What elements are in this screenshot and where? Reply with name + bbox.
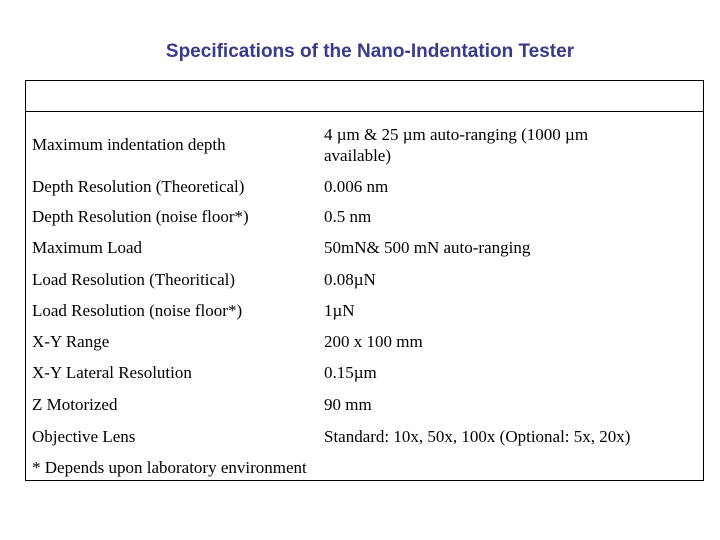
row-value: 0.15µm bbox=[324, 363, 377, 382]
row-label: Depth Resolution (noise floor*) bbox=[32, 207, 249, 226]
row-label: Z Motorized bbox=[32, 395, 118, 414]
row-label: Maximum Load bbox=[32, 238, 143, 257]
row-value: 200 x 100 mm bbox=[324, 332, 423, 351]
table-header-band bbox=[26, 81, 703, 112]
row-label: Load Resolution (noise floor*) bbox=[32, 301, 243, 320]
row-value: 0.5 nm bbox=[324, 207, 372, 226]
page-title: Specifications of the Nano-Indentation Tester bbox=[165, 41, 575, 62]
footnote: * Depends upon laboratory environment bbox=[32, 458, 307, 477]
row-value-continued: available) bbox=[324, 146, 392, 165]
row-label: X-Y Range bbox=[32, 332, 110, 351]
row-value: 0.006 nm bbox=[324, 177, 389, 196]
row-value: 50mN& 500 mN auto-ranging bbox=[324, 238, 531, 257]
row-label: Objective Lens bbox=[32, 427, 136, 446]
spec-table bbox=[25, 80, 704, 481]
row-label: Maximum indentation depth bbox=[32, 135, 226, 154]
row-value: 90 mm bbox=[324, 395, 372, 414]
row-label: X-Y Lateral Resolution bbox=[32, 363, 192, 382]
row-value: Standard: 10x, 50x, 100x (Optional: 5x, 20x) bbox=[324, 427, 631, 446]
row-value: 1µN bbox=[324, 301, 355, 320]
row-value: 4 µm & 25 µm auto-ranging (1000 µm bbox=[324, 125, 589, 144]
row-label: Depth Resolution (Theoretical) bbox=[32, 177, 245, 196]
row-label: Load Resolution (Theoritical) bbox=[32, 270, 235, 289]
row-value: 0.08µN bbox=[324, 270, 376, 289]
